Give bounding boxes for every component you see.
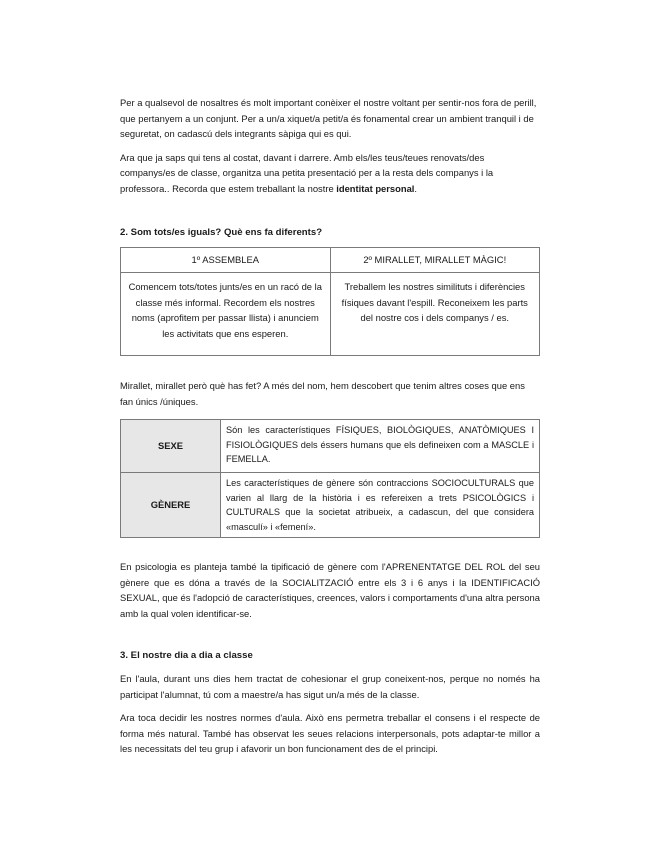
sexe-definition: Són les característiques FÍSIQUES, BIOLÒGIQUES, ANATÒMIQUES I FISIOLÒGIQUES dels éssers humans que els defineixen com a MASCLE i FEMELLA. [221,420,540,473]
section-3-paragraph-2: Ara toca decidir les nostres normes d'aula. Això ens permetra treballar el consens i el respecte de forma més natural. També has observat les seues relacions interpersonals, pots adaptar-te millor a les necessitats del teu grup i afavorir un bon funcionament des de el principi. [120,712,540,754]
genere-label: GÈNERE [121,473,221,538]
section-3-heading: 3. El nostre dia a dia a classe [120,650,253,661]
mirallet-header: 2º MIRALLET, MIRALLET MÀGIC! [330,248,540,273]
section-3-paragraph-1: En l'aula, durant uns dies hem tractat de cohesionar el grup coneixent-nos, perque no només ha participat l'alumnat, tú com a maestre/a has sigut un/a més de la classe. [120,673,540,700]
assemblea-header: 1º ASSEMBLEA [121,248,331,273]
intro-paragraph-2 [120,150,540,197]
intro-paragraph-1: Per a qualsevol de nosaltres és molt important conèixer el nostre voltant per sentir-nos fora de perill, que pertanyem a un conjunt. Per a un/a xiquet/a petit/a és fonamental crear un ambient tranquil i de seguretat, on cadascú dels integrants sàpiga qui es qui. [120,97,537,139]
document-page [120,95,540,765]
definitions-table [120,419,540,538]
activities-table [120,247,540,356]
intro-paragraph-2-text: Ara que ja saps qui tens al costat, davant i darrere. Amb els/les teus/teues renovats/des companys/es de classe, organitza una petita presentació per a la resta dels companys i la professora.. Recorda que estem treballant la nostre [120,151,494,194]
intro-paragraph-2-end: . [414,182,418,194]
mirallet-paragraph: Mirallet, mirallet però què has fet? A més del nom, hem descobert que tenim altres coses que ens fan únics /úniques. [120,380,525,407]
psychology-paragraph: En psicologia es planteja també la tipificació de gènere com l'APRENENTATGE DEL ROL del seu gènere que es dóna a través de la SOCIALITZACIÓ entre els 3 i 6 anys i la IDENTIFICACIÓ SEXUAL, que és l'adopció de característiques, creences, valors i comportaments d'una altra persona amb la qual volen identificar-se. [120,561,540,619]
assemblea-description: Comencem tots/totes junts/es en un racó de la classe més informal. Recordem els nostres noms (aprofitem per passar llista) i anunciem les activitats que ens esperen. [121,273,331,356]
mirallet-description: Treballem les nostres similituts i diferències físiques davant l'espill. Reconeixem les parts del nostre cos i dels companys / es. [330,273,540,356]
sexe-label: SEXE [121,420,221,473]
identity-emphasis: identitat personal [336,182,415,194]
genere-definition: Les característiques de gènere són contraccions SOCIOCULTURALS que varien al llarg de la història i es refereixen a trets PSICOLÒGICS i CULTURALS que la societat atribueix, a cadascun, del que considera «masculí» i «femení». [221,473,540,538]
section-2-heading: 2. Som tots/es iguals? Què ens fa diferents? [120,227,323,238]
